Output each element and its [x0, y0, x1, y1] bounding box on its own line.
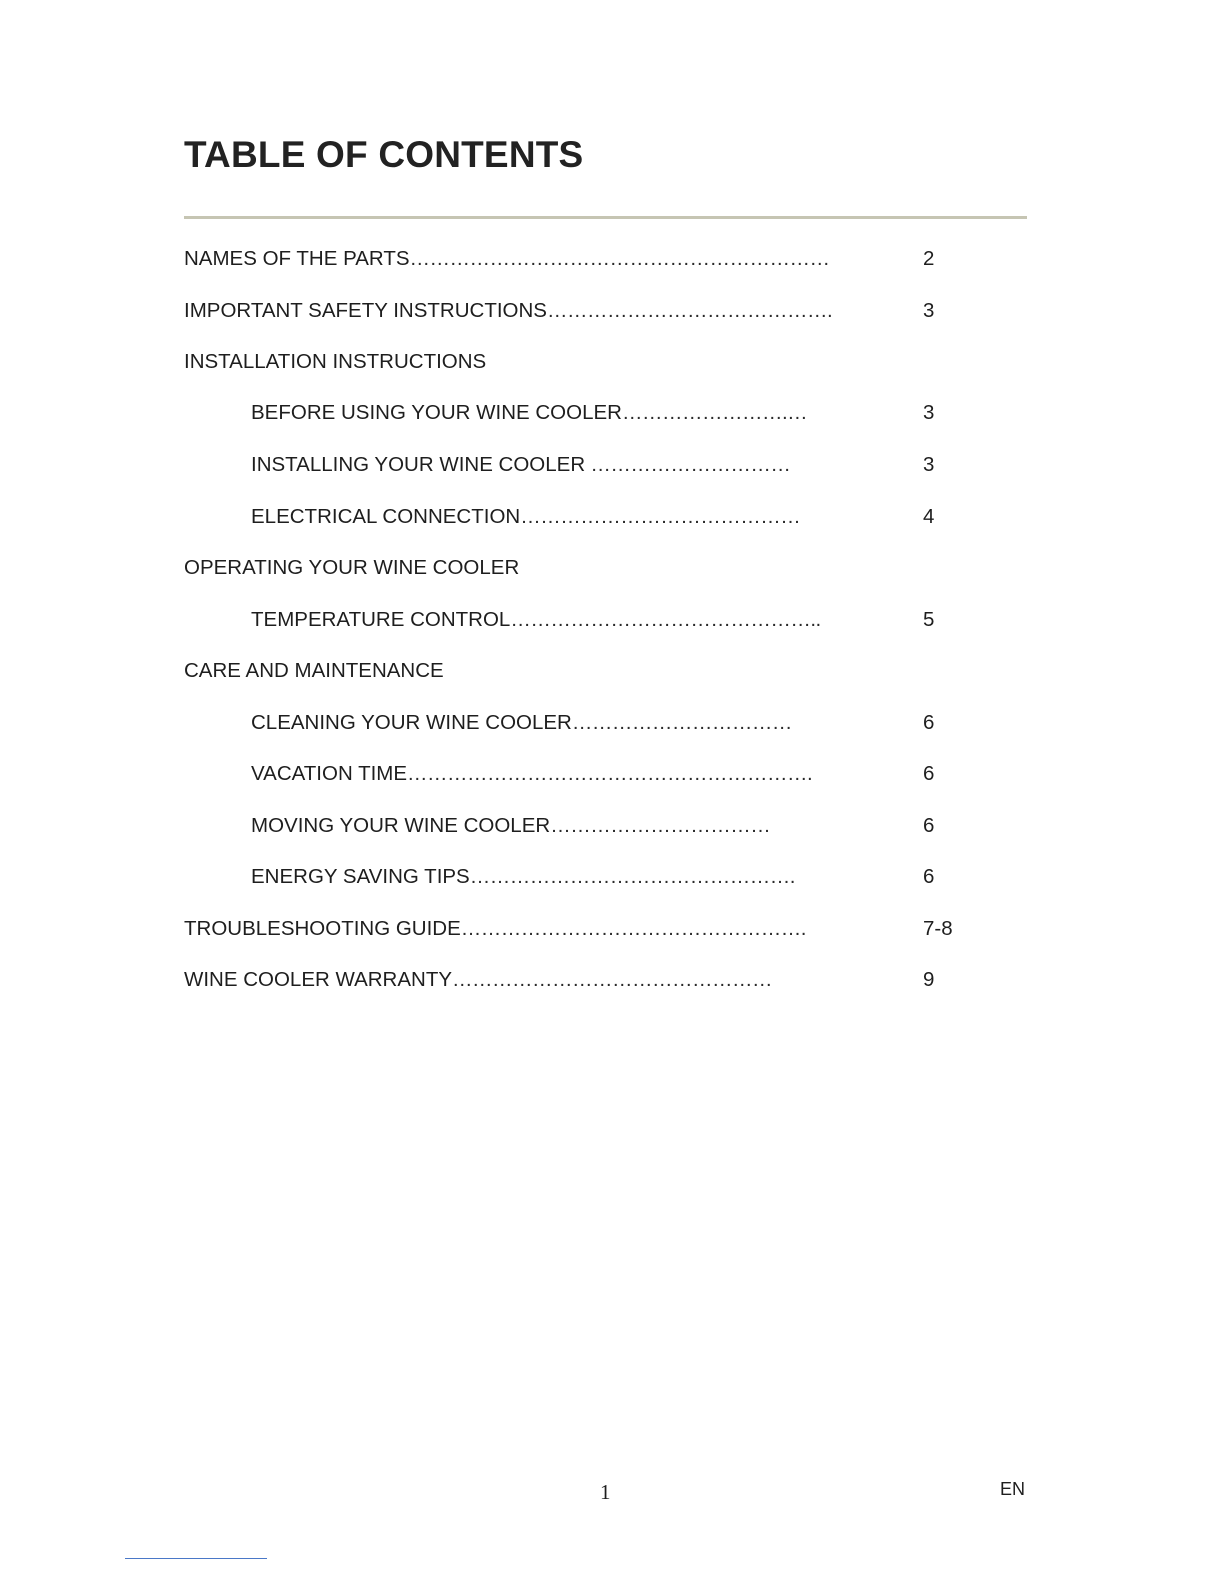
- toc-section-installation-instructions: [0, 348, 1224, 376]
- toc-entry-label: INSTALLING YOUR WINE COOLER: [251, 453, 586, 476]
- toc-entry-cleaning: [0, 709, 1224, 737]
- toc-page-number: 5: [923, 608, 935, 631]
- toc-dot-leader: ……………………………………: [520, 505, 801, 528]
- toc-entry-wine-cooler-warranty: [0, 966, 1224, 994]
- toc-entry-installing: [0, 451, 1224, 479]
- toc-page-number: 3: [923, 401, 935, 424]
- toc-page-number: 2: [923, 247, 935, 270]
- toc-dot-leader: ………………………………………………………: [409, 247, 830, 270]
- toc-entry-label: VACATION TIME: [251, 762, 408, 785]
- toc-entry-moving: [0, 812, 1224, 840]
- toc-section-operating: [0, 554, 1224, 582]
- toc-page-number: 6: [923, 814, 935, 837]
- toc-entry-label: NAMES OF THE PARTS: [184, 247, 410, 270]
- toc-page-number: 4: [923, 505, 935, 528]
- toc-entry-label: WINE COOLER WARRANTY: [184, 968, 453, 991]
- toc-dot-leader: …………………………………………………….: [407, 762, 813, 785]
- toc-entry-label: ENERGY SAVING TIPS: [251, 865, 470, 888]
- page-title: TABLE OF CONTENTS: [184, 134, 584, 175]
- toc-entry-temperature-control: [0, 606, 1224, 634]
- toc-entry-troubleshooting-guide: [0, 915, 1224, 943]
- toc-entry-label: ELECTRICAL CONNECTION: [251, 505, 521, 528]
- toc-dot-leader: ……………………………: [571, 711, 792, 734]
- toc-page-number: 3: [923, 453, 935, 476]
- toc-entry-label: TROUBLESHOOTING GUIDE: [184, 917, 461, 940]
- toc-entry-label: BEFORE USING YOUR WINE COOLER: [251, 401, 622, 424]
- toc-dot-leader: ………………………………………..: [510, 608, 821, 631]
- toc-entry-important-safety-instructions: [0, 297, 1224, 325]
- toc-page-number: 3: [923, 299, 935, 322]
- toc-page-number: 6: [923, 865, 935, 888]
- toc-dot-leader: ……………………………: [550, 814, 771, 837]
- toc-entry-label: IMPORTANT SAFETY INSTRUCTIONS: [184, 299, 547, 322]
- toc-dot-leader: ………………………………………….: [469, 865, 795, 888]
- toc-page-number: 6: [923, 711, 935, 734]
- toc-entry-energy-saving-tips: [0, 863, 1224, 891]
- toc-dot-leader: …………………………………….: [546, 299, 833, 322]
- toc-section-care-and-maintenance: [0, 657, 1224, 685]
- toc-entry-names-of-the-parts: [0, 245, 1224, 273]
- toc-dot-leader: …………………………………………: [452, 968, 773, 991]
- toc-entry-electrical-connection: [0, 503, 1224, 531]
- footer-language-code: EN: [1000, 1479, 1026, 1499]
- title-divider: [184, 216, 1027, 219]
- toc-entry-label: MOVING YOUR WINE COOLER: [251, 814, 551, 837]
- toc-dot-leader: …………………………: [585, 453, 791, 476]
- toc-dot-leader: …………………….…: [621, 401, 808, 424]
- toc-entry-label: CLEANING YOUR WINE COOLER: [251, 711, 572, 734]
- toc-page-number: 7-8: [923, 917, 953, 940]
- toc-entry-vacation-time: [0, 760, 1224, 788]
- toc-dot-leader: …………………………………………….: [460, 917, 806, 940]
- toc-section-label: CARE AND MAINTENANCE: [184, 659, 444, 682]
- footer-page-number: 1: [600, 1480, 611, 1504]
- footer-divider: [125, 1558, 267, 1559]
- toc-page-number: 9: [923, 968, 935, 991]
- toc-entry-before-using: [0, 399, 1224, 427]
- toc-page-number: 6: [923, 762, 935, 785]
- toc-entry-label: TEMPERATURE CONTROL: [251, 608, 511, 631]
- toc-section-label: OPERATING YOUR WINE COOLER: [184, 556, 520, 579]
- toc-section-label: INSTALLATION INSTRUCTIONS: [184, 350, 487, 373]
